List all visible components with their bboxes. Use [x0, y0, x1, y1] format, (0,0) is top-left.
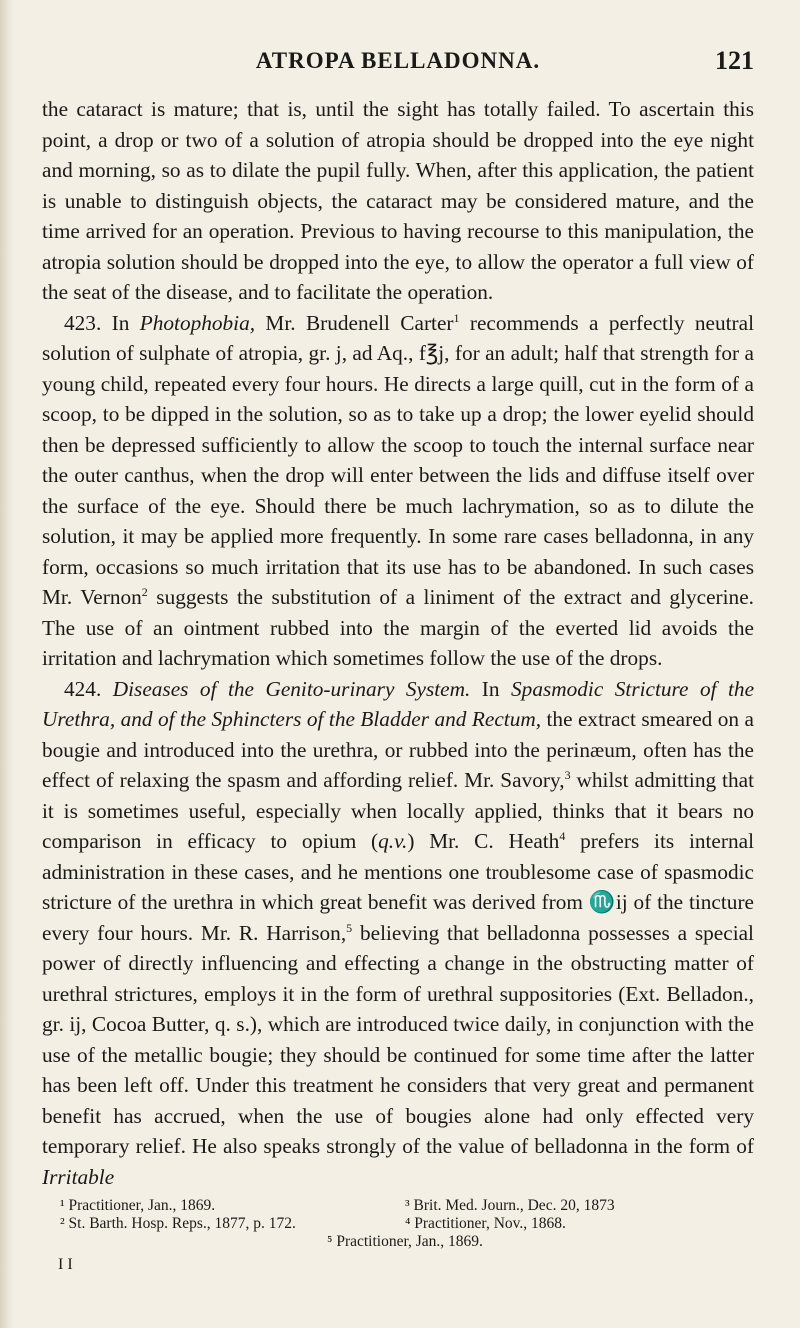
- page-number: 121: [715, 46, 754, 75]
- italic-text: q.v.: [378, 829, 408, 853]
- running-title: ATROPA BELLADONNA.: [255, 48, 541, 73]
- footnote-3: ³ Brit. Med. Journ., Dec. 20, 1873: [405, 1197, 615, 1214]
- paragraph-423-photophobia: [42, 308, 754, 674]
- text-run: 423. In: [64, 310, 140, 335]
- text-run: the extract smeared on a bougie and introduced into the urethra, or rubbed into the perinæum, often has the effect of relaxing the spasm and affording relief. Mr. Savory,: [42, 707, 754, 792]
- footnote-row: [60, 1197, 750, 1215]
- footnotes: [60, 1197, 750, 1251]
- text-run: ) Mr. C. Heath: [407, 829, 560, 853]
- italic-text: Spasmodic Stricture of the Urethra, and of the Sphincters of the Bladder and Rectum,: [42, 676, 755, 731]
- text-run: recommends a perfectly neutral solution of sulphate of atropia, gr. j, ad Aq., f℥j, for an adult; half that strength for a young child, repeated every four hours. He directs a large quill, cut in the form of a scoop, to be dipped in the solution, so as to take up a drop; the lower eyelid should then be depressed sufficiently to allow the scoop to touch the internal surface near the outer canthus, when the drop will enter between the lids and diffuse itself over the surface of the eye. Should there be much lachrymation, so as to dilute the solution, it may be applied more frequently. In some rare cases belladonna, in any form, occasions so much irritation that its use has to be abandoned. In such cases Mr. Vernon: [42, 310, 754, 609]
- footnote-ref: 4: [559, 828, 566, 843]
- footnote-row: [60, 1215, 750, 1233]
- footnote-ref: 3: [564, 767, 571, 782]
- paragraph-cataract: [42, 94, 754, 308]
- signature-mark: I I: [58, 1256, 73, 1273]
- page-header: [42, 46, 754, 86]
- footnote-4: ⁴ Practitioner, Nov., 1868.: [405, 1215, 566, 1232]
- text-run: prefers its internal administration in these cases, and he mentions one troublesome case of spasmodic stricture of the urethra in which great benefit was derived from ♏ij of the tincture every four hours. Mr. R. Harrison,: [42, 829, 754, 945]
- italic-text: Photophobia,: [139, 310, 256, 335]
- footnote-2: ² St. Barth. Hosp. Reps., 1877, p. 172.: [60, 1215, 296, 1232]
- footnote-ref: 1: [453, 310, 460, 325]
- text-run: 424.: [64, 676, 113, 701]
- text-run: the cataract is mature; that is, until the sight has totally failed. To ascertain this point, a drop or two of a solution of atropia should be dropped into the eye night and morning, so as to dilate the pupil fully. When, after this application, the patient is unable to distinguish objects, the cataract may be considered mature, and the time arrived for an operation. Previous to having recourse to this manipulation, the atropia solution should be dropped into the eye, to allow the operator a full view of the seat of the disease, and to facilitate the operation.: [42, 97, 754, 304]
- text-run: believing that belladonna possesses a special power of directly influencing and effecting a change in the obstructing matter of urethral strictures, employs it in the form of urethral suppositories (Ext. Belladon., gr. ij, Cocoa Butter, q. s.), which are introduced twice daily, in conjunction with the use of the metallic bougie; they should be continued for some time after the latter has been left off. Under this treatment he considers that very great and permanent benefit has accrued, when the use of bougies alone had only effected very temporary relief. He also speaks strongly of the value of belladonna in the form of: [42, 920, 754, 1158]
- italic-text: Diseases of the Genito-urinary System.: [112, 676, 471, 701]
- text-run: suggests the substitution of a liniment of the extract and glycerine. The use of an ointment rubbed into the margin of the everted lid avoids the irritation and lachrymation which sometimes follow the use of the drops.: [42, 585, 754, 670]
- footnote-ref: 2: [141, 584, 148, 599]
- footnote-1: ¹ Practitioner, Jan., 1869.: [60, 1197, 216, 1214]
- footnote-5: ⁵ Practitioner, Jan., 1869.: [327, 1233, 483, 1250]
- paragraph-424-genito-urinary: [42, 674, 754, 1193]
- text-run: In: [470, 676, 512, 701]
- footnote-ref: 5: [346, 920, 353, 935]
- italic-text: Irritable: [42, 1164, 115, 1189]
- text-run: whilst admitting that it is sometimes useful, especially when locally applied, thinks that it bears no comparison in efficacy to opium (: [42, 768, 754, 853]
- body-text: [42, 94, 754, 1192]
- page-edge-shadow: [0, 0, 14, 1328]
- text-run: Mr. Brudenell Carter: [255, 310, 454, 335]
